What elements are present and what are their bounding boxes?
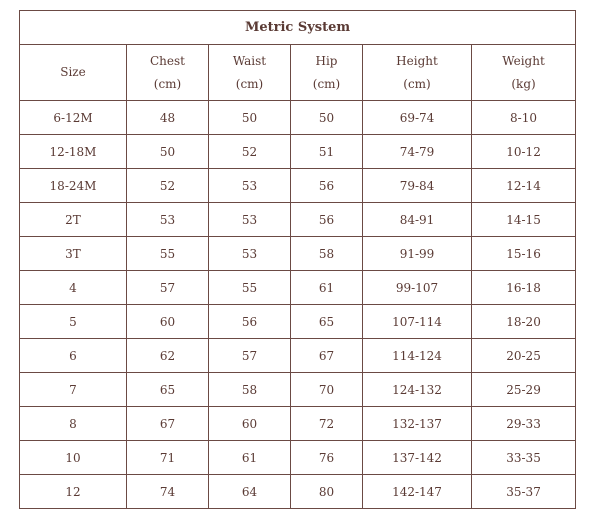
cell-weight: 33-35 xyxy=(472,441,576,475)
cell-weight: 12-14 xyxy=(472,169,576,203)
cell-chest: 62 xyxy=(127,339,209,373)
cell-weight: 29-33 xyxy=(472,407,576,441)
table-row xyxy=(20,169,576,203)
cell-hip: 56 xyxy=(291,203,363,237)
cell-chest: 71 xyxy=(127,441,209,475)
table-row xyxy=(20,203,576,237)
cell-chest: 57 xyxy=(127,271,209,305)
table-row xyxy=(20,135,576,169)
header-label: Hip xyxy=(315,53,338,68)
cell-hip: 67 xyxy=(291,339,363,373)
cell-hip: 76 xyxy=(291,441,363,475)
cell-waist: 55 xyxy=(209,271,291,305)
table-row xyxy=(20,407,576,441)
cell-chest: 48 xyxy=(127,101,209,135)
header-unit: (kg) xyxy=(511,76,536,91)
cell-waist: 52 xyxy=(209,135,291,169)
cell-size: 12 xyxy=(20,475,127,509)
cell-size: 3T xyxy=(20,237,127,271)
table-row xyxy=(20,305,576,339)
cell-weight: 15-16 xyxy=(472,237,576,271)
table-row xyxy=(20,441,576,475)
cell-waist: 53 xyxy=(209,237,291,271)
cell-weight: 8-10 xyxy=(472,101,576,135)
cell-chest: 52 xyxy=(127,169,209,203)
table-title: Metric System xyxy=(20,11,576,45)
cell-hip: 72 xyxy=(291,407,363,441)
cell-height: 124-132 xyxy=(363,373,472,407)
cell-height: 91-99 xyxy=(363,237,472,271)
cell-hip: 56 xyxy=(291,169,363,203)
cell-size: 2T xyxy=(20,203,127,237)
cell-size: 12-18M xyxy=(20,135,127,169)
cell-chest: 67 xyxy=(127,407,209,441)
cell-waist: 64 xyxy=(209,475,291,509)
header-height xyxy=(363,45,472,101)
header-label: Height xyxy=(396,53,438,68)
header-size xyxy=(20,45,127,101)
cell-height: 84-91 xyxy=(363,203,472,237)
cell-weight: 10-12 xyxy=(472,135,576,169)
cell-hip: 58 xyxy=(291,237,363,271)
header-label: Weight xyxy=(502,53,545,68)
header-label: Waist xyxy=(232,53,267,68)
table-row xyxy=(20,373,576,407)
size-chart-table xyxy=(19,10,576,509)
cell-chest: 65 xyxy=(127,373,209,407)
cell-waist: 60 xyxy=(209,407,291,441)
header-waist xyxy=(209,45,291,101)
cell-size: 6-12M xyxy=(20,101,127,135)
cell-size: 5 xyxy=(20,305,127,339)
cell-chest: 50 xyxy=(127,135,209,169)
cell-size: 18-24M xyxy=(20,169,127,203)
header-chest xyxy=(127,45,209,101)
header-weight xyxy=(472,45,576,101)
cell-waist: 58 xyxy=(209,373,291,407)
cell-hip: 51 xyxy=(291,135,363,169)
cell-weight: 20-25 xyxy=(472,339,576,373)
cell-height: 69-74 xyxy=(363,101,472,135)
cell-waist: 53 xyxy=(209,169,291,203)
cell-height: 74-79 xyxy=(363,135,472,169)
cell-size: 10 xyxy=(20,441,127,475)
cell-weight: 16-18 xyxy=(472,271,576,305)
cell-height: 107-114 xyxy=(363,305,472,339)
cell-size: 7 xyxy=(20,373,127,407)
cell-chest: 60 xyxy=(127,305,209,339)
cell-height: 99-107 xyxy=(363,271,472,305)
table-row xyxy=(20,339,576,373)
cell-height: 114-124 xyxy=(363,339,472,373)
cell-hip: 61 xyxy=(291,271,363,305)
header-unit: (cm) xyxy=(312,76,341,91)
cell-waist: 61 xyxy=(209,441,291,475)
header-hip xyxy=(291,45,363,101)
cell-height: 79-84 xyxy=(363,169,472,203)
cell-waist: 50 xyxy=(209,101,291,135)
cell-weight: 35-37 xyxy=(472,475,576,509)
table-row xyxy=(20,475,576,509)
cell-waist: 56 xyxy=(209,305,291,339)
cell-chest: 53 xyxy=(127,203,209,237)
table-header-row xyxy=(20,45,576,101)
table-title-row xyxy=(20,11,576,45)
cell-waist: 57 xyxy=(209,339,291,373)
cell-size: 8 xyxy=(20,407,127,441)
header-unit: (cm) xyxy=(403,76,431,91)
header-unit: (cm) xyxy=(235,76,264,91)
cell-hip: 80 xyxy=(291,475,363,509)
cell-hip: 50 xyxy=(291,101,363,135)
cell-size: 6 xyxy=(20,339,127,373)
cell-hip: 70 xyxy=(291,373,363,407)
table-row xyxy=(20,101,576,135)
cell-waist: 53 xyxy=(209,203,291,237)
cell-weight: 14-15 xyxy=(472,203,576,237)
cell-chest: 74 xyxy=(127,475,209,509)
cell-height: 137-142 xyxy=(363,441,472,475)
header-label: Size xyxy=(60,65,86,79)
cell-hip: 65 xyxy=(291,305,363,339)
cell-weight: 18-20 xyxy=(472,305,576,339)
cell-height: 142-147 xyxy=(363,475,472,509)
cell-weight: 25-29 xyxy=(472,373,576,407)
table-body xyxy=(20,101,576,509)
cell-chest: 55 xyxy=(127,237,209,271)
table-row xyxy=(20,237,576,271)
table-row xyxy=(20,271,576,305)
header-label: Chest xyxy=(150,53,185,68)
cell-size: 4 xyxy=(20,271,127,305)
header-unit: (cm) xyxy=(153,76,182,91)
cell-height: 132-137 xyxy=(363,407,472,441)
